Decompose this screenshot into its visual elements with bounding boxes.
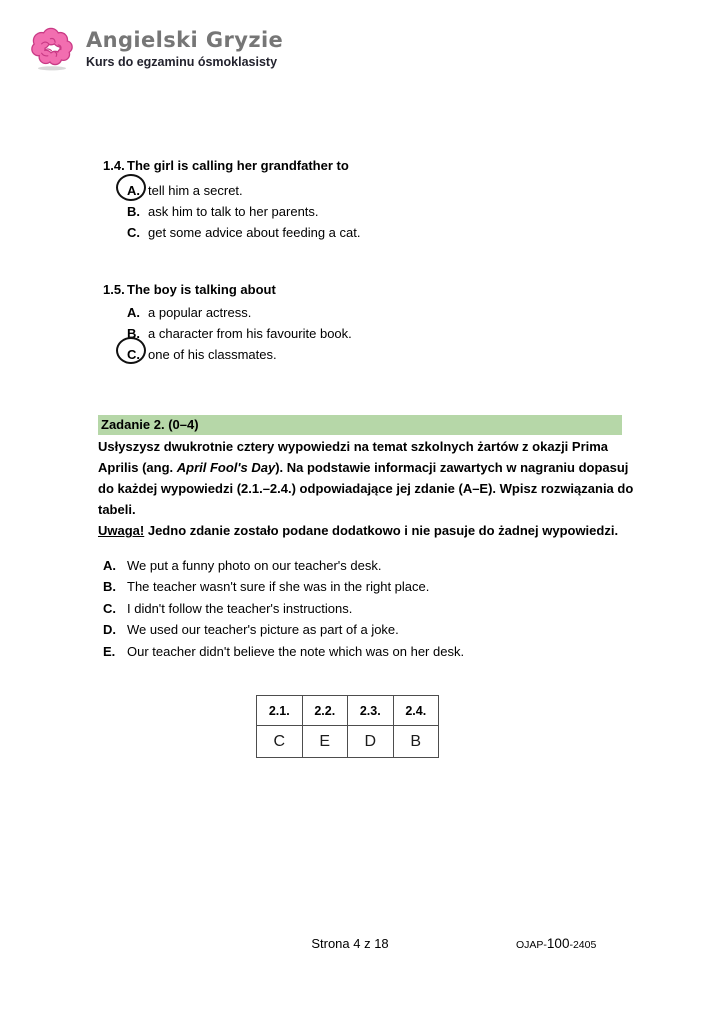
option-text: tell him a secret. <box>148 183 243 198</box>
instruction-line: tabeli. <box>98 502 136 517</box>
task2-instructions <box>98 436 638 541</box>
option-row-b <box>127 323 352 344</box>
instruction-line: Usłyszysz dwukrotnie cztery wypowiedzi na temat szkolnych żartów z okazji Prima <box>98 439 609 454</box>
brand-subtitle: Kurs do egzaminu ósmoklasisty <box>86 55 278 69</box>
statement-letter: E. <box>103 643 116 659</box>
table-answer-cell: D <box>348 726 394 758</box>
option-text: ask him to talk to her parents. <box>148 204 319 219</box>
answer-circle-1-5 <box>116 337 146 364</box>
table-header-cell: 2.1. <box>257 696 303 726</box>
statement-letter: D. <box>103 622 116 638</box>
option-row-b <box>127 201 360 222</box>
question-stem: The boy is talking about <box>127 282 276 297</box>
page-number: Strona 4 z 18 <box>311 936 389 951</box>
statement-text: The teacher wasn't sure if she was in the right place. <box>127 579 430 595</box>
option-row-c <box>127 222 360 243</box>
option-text: get some advice about feeding a cat. <box>148 225 361 240</box>
question-stem: The girl is calling her grandfather to <box>127 158 349 173</box>
option-text: a character from his favourite book. <box>148 326 352 341</box>
document-code <box>516 936 596 951</box>
question-number: 1.4. <box>103 158 125 173</box>
option-letter: A. <box>127 305 140 320</box>
answer-table-answer-row <box>257 726 439 758</box>
option-letter: B. <box>127 326 140 341</box>
brand-header <box>26 22 283 72</box>
statement-text: We put a funny photo on our teacher's desk. <box>127 558 382 573</box>
statement-letter: A. <box>103 558 116 573</box>
statement-text: We used our teacher's picture as part of a joke. <box>127 622 399 638</box>
option-letter: B. <box>127 204 140 219</box>
option-text: a popular actress. <box>148 305 252 320</box>
statement-letter: B. <box>103 579 116 595</box>
option-row-a <box>127 302 352 323</box>
option-letter: C. <box>127 225 140 240</box>
statement-row-c <box>103 598 464 619</box>
table-answer-cell: C <box>257 726 303 758</box>
brain-icon <box>26 22 78 72</box>
answer-circle-1-4 <box>116 174 146 201</box>
option-letter: A. <box>127 183 140 198</box>
table-answer-cell: E <box>302 726 348 758</box>
statement-row-e <box>103 641 464 662</box>
statement-list <box>103 555 464 662</box>
brand-title: Angielski Gryzie <box>86 28 284 52</box>
table-header-cell: 2.3. <box>348 696 394 726</box>
task2-note: Uwaga! Jedno zdanie zostało podane dodatkowo i nie pasuje do żadnej wypowiedzi. <box>98 523 619 538</box>
option-text: one of his classmates. <box>148 347 277 362</box>
option-row-c <box>127 344 352 365</box>
statement-row-d <box>103 619 464 640</box>
code-suffix: -2405 <box>569 939 597 951</box>
statement-letter: C. <box>103 600 116 616</box>
task2-heading: Zadanie 2. (0–4) <box>98 415 622 435</box>
option-letter: C. <box>127 347 140 362</box>
table-answer-cell: B <box>393 726 439 758</box>
question-number: 1.5. <box>103 282 125 297</box>
code-prefix: OJAP- <box>516 939 547 951</box>
code-number: 100 <box>546 936 570 951</box>
answer-table-header-row <box>257 696 439 726</box>
instruction-line: Aprilis (ang. April Fool's Day). Na podstawie informacji zawartych w nagraniu dopasuj <box>98 460 629 475</box>
statement-row-a <box>103 555 464 576</box>
answer-table <box>256 695 439 758</box>
table-header-cell: 2.2. <box>302 696 348 726</box>
brand-text <box>86 22 283 69</box>
question-1-4 <box>103 156 360 243</box>
statement-text: I didn't follow the teacher's instructions. <box>127 600 353 616</box>
option-row-a <box>127 180 360 201</box>
statement-text: Our teacher didn't believe the note which was on her desk. <box>127 643 465 659</box>
table-header-cell: 2.4. <box>393 696 439 726</box>
instruction-line: do każdej wypowiedzi (2.1.–2.4.) odpowiadające jej zdanie (A–E). Wpisz rozwiązania do <box>98 481 634 496</box>
statement-row-b <box>103 576 464 597</box>
